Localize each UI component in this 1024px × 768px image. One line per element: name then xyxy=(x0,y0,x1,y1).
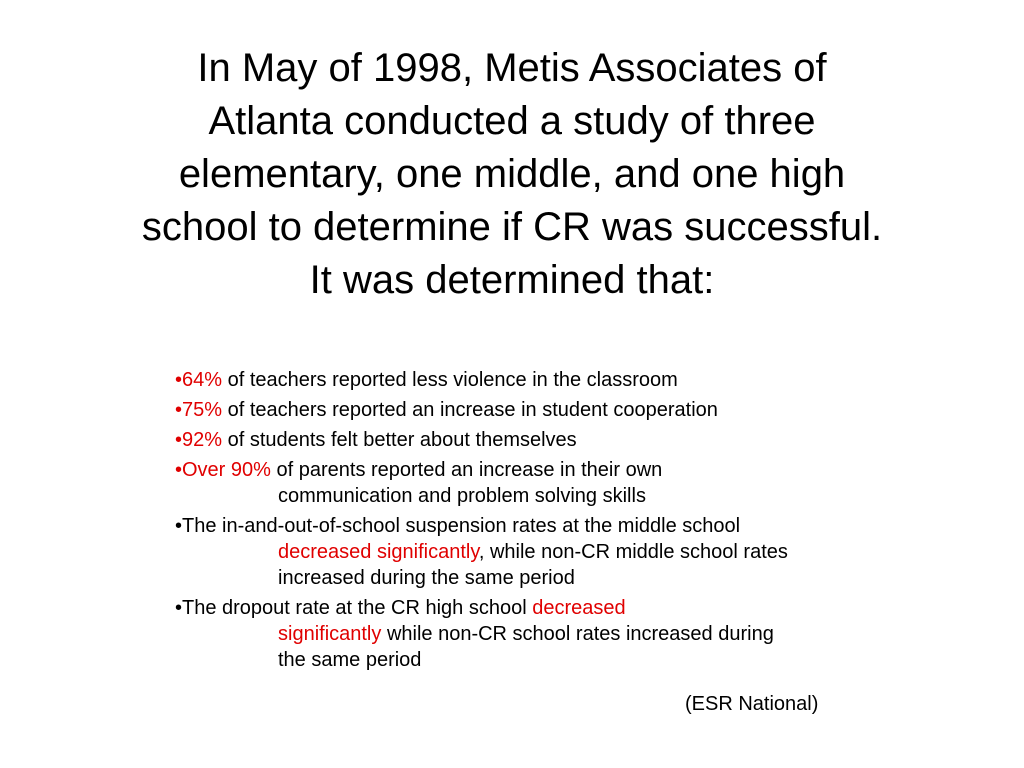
text-segment: communication and problem solving skills xyxy=(278,485,646,507)
bullet-line xyxy=(175,397,974,423)
bullet-line xyxy=(175,621,974,647)
bullet-line xyxy=(175,565,974,591)
title-line: school to determine if CR was successful. xyxy=(141,205,883,249)
text-segment: •Over 90% xyxy=(175,459,271,481)
text-segment: , while non-CR middle school rates xyxy=(478,541,788,563)
bullet-line xyxy=(175,595,974,621)
bullet-line xyxy=(175,367,974,393)
text-segment: decreased significantly xyxy=(278,541,479,563)
bullet-line xyxy=(175,539,974,565)
title-line: Atlanta conducted a study of three xyxy=(208,99,816,143)
text-segment: of students felt better about themselves xyxy=(222,429,577,451)
bullet-item xyxy=(175,367,974,393)
text-segment: while non-CR school rates increased during xyxy=(381,623,774,645)
text-segment: of teachers reported less violence in the classroom xyxy=(222,369,678,391)
attribution-text: (ESR National) xyxy=(685,693,819,715)
text-segment: •The dropout rate at the CR high school xyxy=(175,597,533,619)
text-segment: increased during the same period xyxy=(278,567,575,589)
text-segment: of parents reported an increase in their own xyxy=(270,459,663,481)
bullet-line xyxy=(175,457,974,483)
bullet-item xyxy=(175,595,974,673)
text-segment: significantly xyxy=(278,623,382,645)
text-segment: the same period xyxy=(278,649,422,671)
bullet-line xyxy=(175,513,974,539)
bullet-line xyxy=(175,647,974,673)
text-segment: •64% xyxy=(175,369,223,391)
title-line: It was determined that: xyxy=(309,258,715,302)
bullet-line xyxy=(175,427,974,453)
bullet-item xyxy=(175,457,974,509)
bullet-item xyxy=(175,397,974,423)
title-line: In May of 1998, Metis Associates of xyxy=(197,46,827,90)
text-segment: decreased xyxy=(532,597,626,619)
slide-title xyxy=(0,0,1024,307)
text-segment: •The in-and-out-of-school suspension rates at the middle school xyxy=(175,515,741,537)
bullet-item xyxy=(175,427,974,453)
title-line: elementary, one middle, and one high xyxy=(178,152,846,196)
text-segment: of teachers reported an increase in student cooperation xyxy=(222,399,718,421)
text-segment: •75% xyxy=(175,399,223,421)
bullet-item xyxy=(175,513,974,591)
text-segment: •92% xyxy=(175,429,223,451)
bullet-list xyxy=(175,367,974,673)
bullet-line xyxy=(175,483,974,509)
